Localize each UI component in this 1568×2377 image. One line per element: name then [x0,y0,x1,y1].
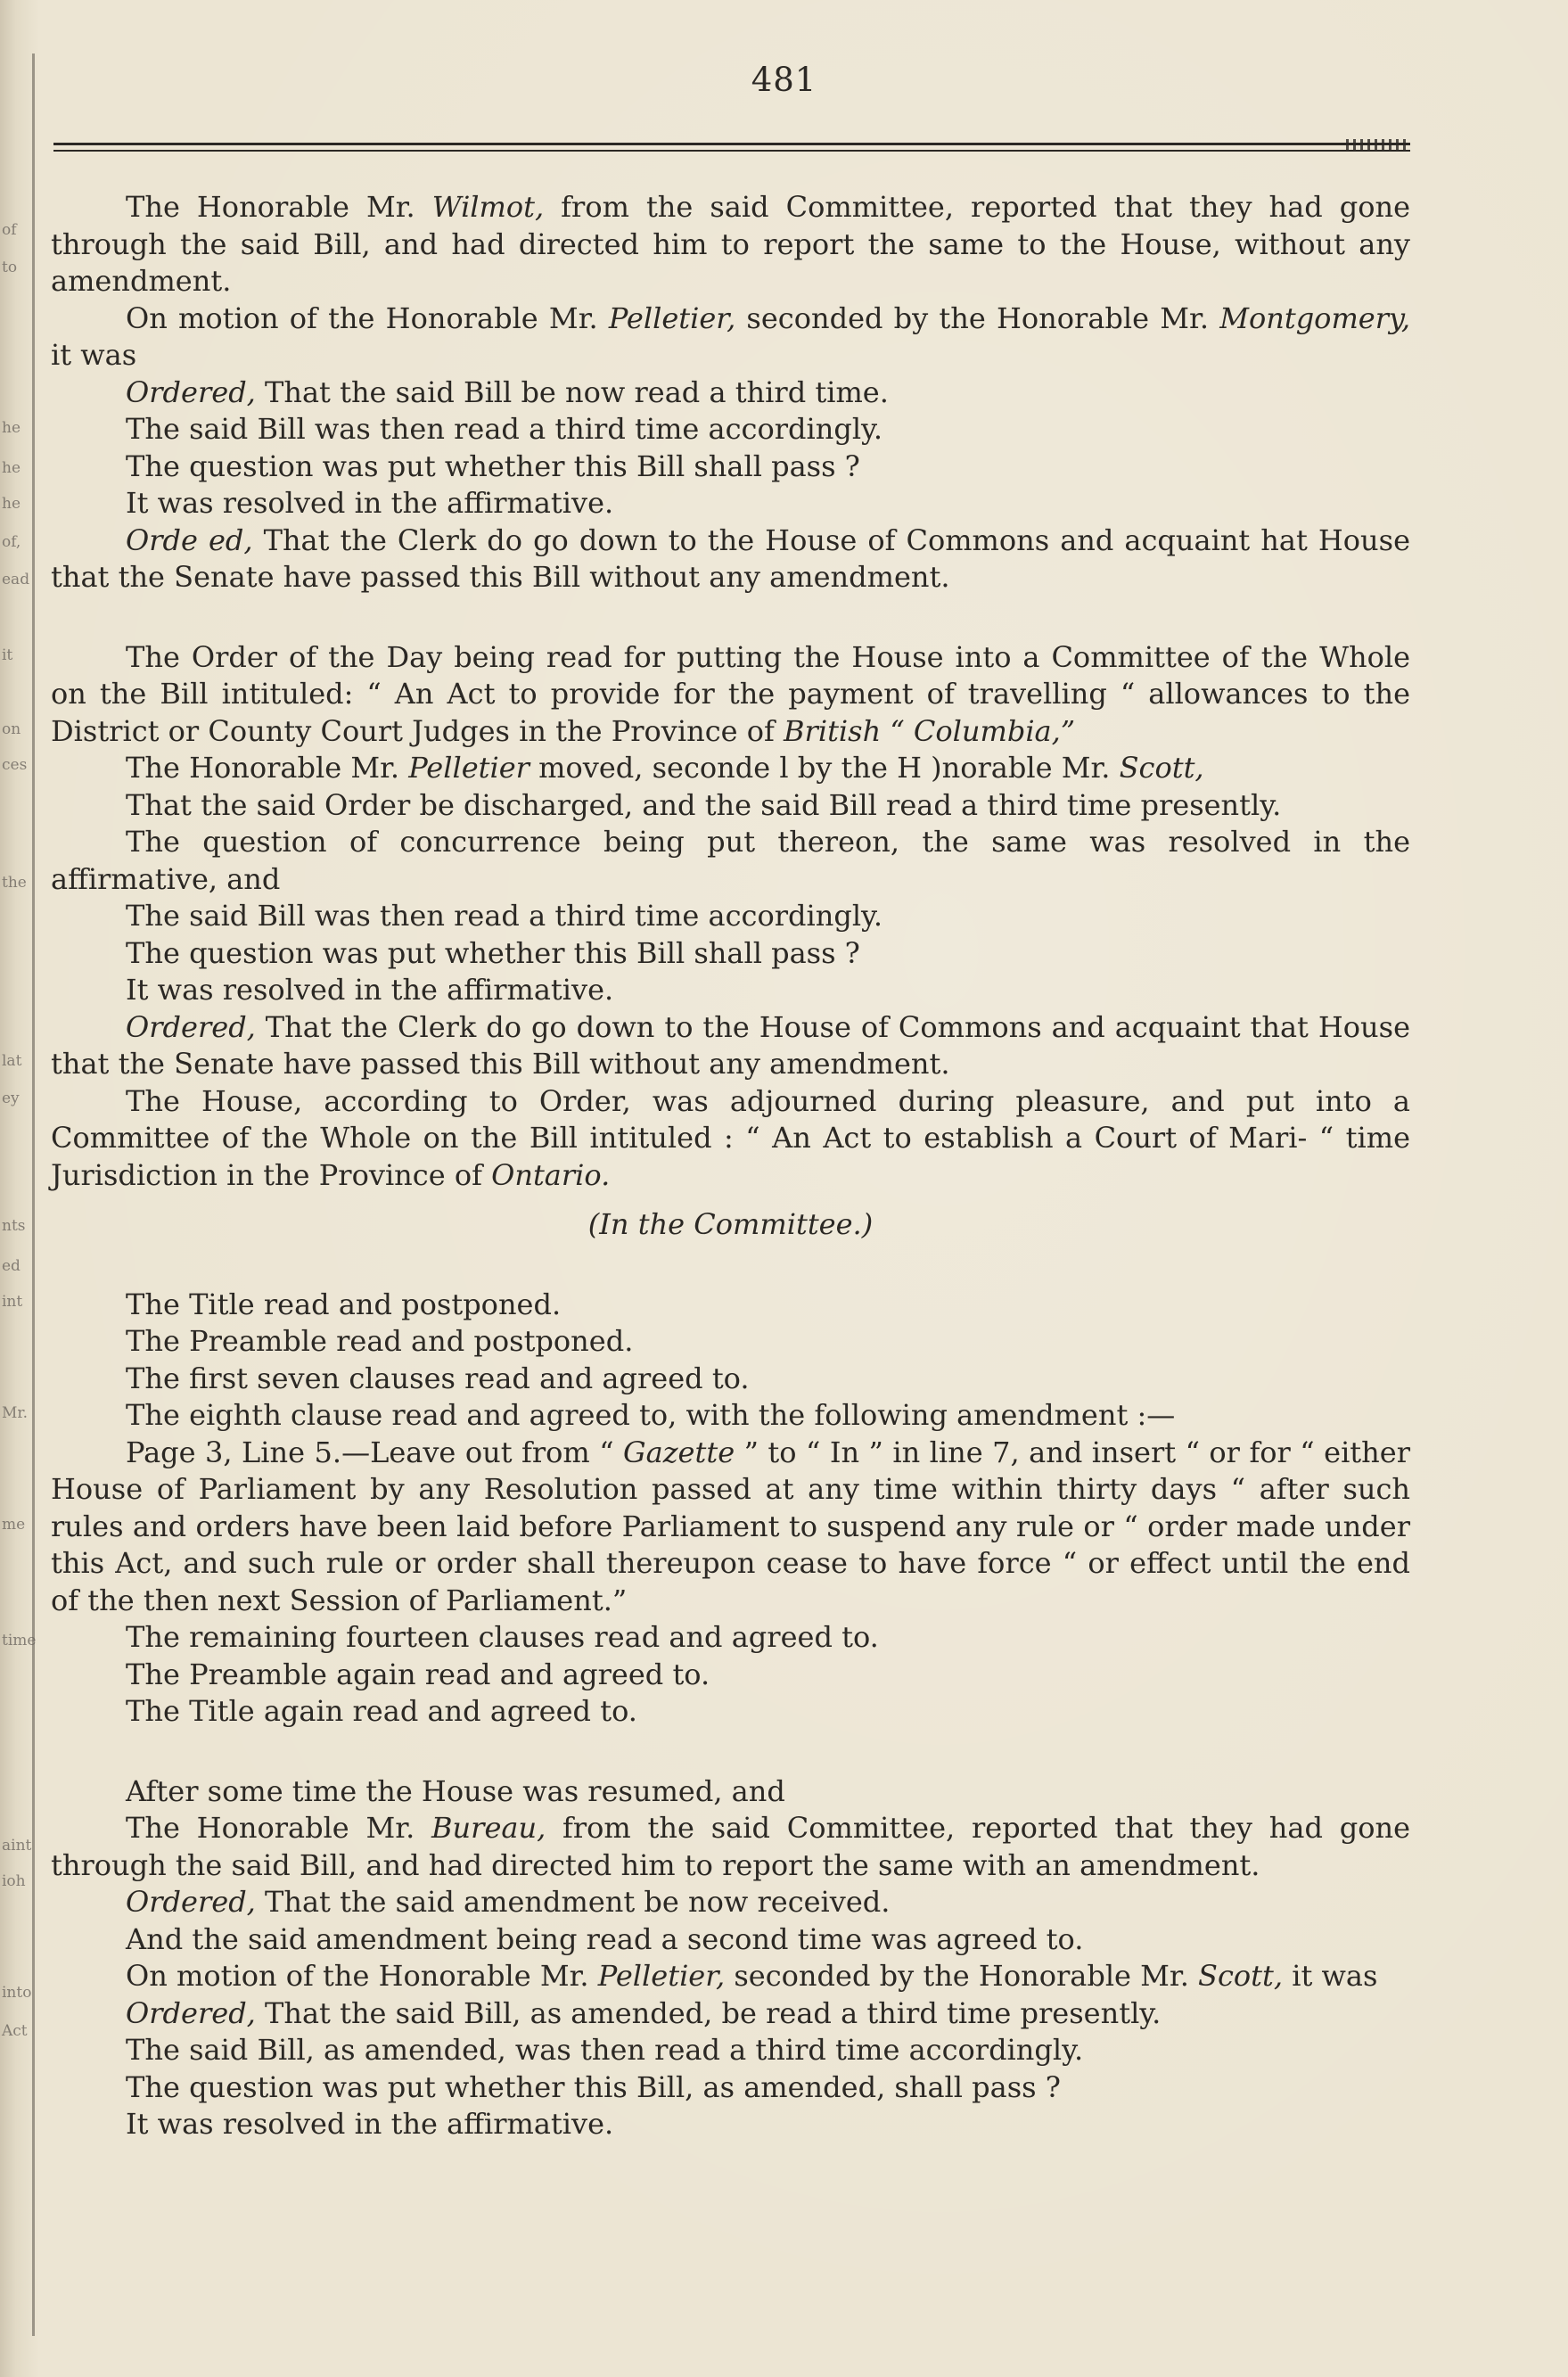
header-rule [53,143,1410,150]
margin-note: he [2,419,21,437]
paragraph: Ordered, That the said Bill be now read a third time. [126,374,889,409]
paragraph: The said Bill was then read a third time accordingly. [126,412,883,446]
margin-note: ey [2,1090,20,1107]
paragraph: On motion of the Honorable Mr. Pelletier, seconded by the Honorable Mr. Scott, it was [126,1959,1378,1993]
paragraph: Ordered, That the said Bill, as amended, be read a third time presently. [126,1995,1162,2030]
margin-note: to [2,259,18,276]
paragraph: The House, according to Order, was adjourned during pleasure, and put into a Committee of the Whole on the Bill intituled : “ An Act to establish a Court of Mari- “ time Jurisdiction in the Province of Ontario. [51,1083,1410,1192]
margin-note: of, [2,533,21,551]
paragraph: The question was put whether this Bill shall pass ? [126,935,860,970]
margin-note: of [2,221,17,239]
section-gap [51,1256,1410,1287]
header-rule-ornament [1346,139,1410,152]
margin-note: he [2,495,21,513]
paragraph: After some time the House was resumed, and [126,1773,785,1808]
section-gap [51,1731,1410,1773]
paragraph: It was resolved in the affirmative. [126,486,614,520]
paragraph: The question was put whether this Bill shall pass ? [126,448,860,483]
paragraph: The Honorable Mr. Bureau, from the said Committee, reported that they had gone through the said Bill, and had directed him to report the same with an amendment. [51,1811,1411,1882]
margin-note: aint [2,1837,32,1855]
margin-note: Mr. [2,1404,29,1422]
paragraph: It was resolved in the affirmative. [126,2107,614,2141]
paragraph: The Honorable Mr. Pelletier moved, seconde l by the H )norable Mr. Scott, [126,751,1204,785]
paragraph: The Title again read and agreed to. [126,1694,637,1728]
paragraph: The Title read and postponed. [126,1287,562,1321]
amendment-paragraph: Page 3, Line 5.—Leave out from “ Gazette ” to “ In ” in line 7, and insert “ or for “ either House of Parliament by any Resolution passed at any time within thirty days “ after such rules and orders have been laid before Parliament to suspend any rule or “ order made under this Act, and such rule or order shall thereupon cease to have force “ or effect until the end of the then next Session of Parliament.” [51,1435,1411,1617]
paragraph: The eighth clause read and agreed to, with the following amendment :— [126,1398,1176,1432]
margin-note: on [2,720,21,738]
paragraph: The said Bill was then read a third time accordingly. [126,899,883,933]
paragraph: Ordered, That the said amendment be now received. [126,1885,891,1919]
paragraph: It was resolved in the affirmative. [126,973,614,1007]
margin-note: the [2,874,27,892]
header-rule-thin [53,150,1410,156]
margin-note: he [2,459,21,477]
margin-note: nts [2,1217,26,1235]
margin-note: int [2,1293,23,1311]
margin-note: ed [2,1257,21,1275]
margin-note: it [2,646,13,664]
paragraph: And the said amendment being read a second time was agreed to. [126,1921,1084,1956]
paragraph: The Preamble again read and agreed to. [126,1657,710,1691]
binding-edge-line [32,53,35,2336]
margin-note: time [2,1632,37,1649]
margin-note: into [2,1984,32,2002]
margin-note: ioh [2,1872,26,1890]
paragraph: On motion of the Honorable Mr. Pelletier, seconded by the Honorable Mr. Montgomery, it was [51,300,1411,372]
margin-note: ces [2,756,28,774]
paragraph: The Honorable Mr. Wilmot, from the said Committee, reported that they had gone through the said Bill, and had directed him to report the same to the House, without any amendment. [51,190,1411,298]
section-gap [51,596,1410,639]
paragraph: The first seven clauses read and agreed to. [126,1361,750,1395]
margin-note: Act [2,2022,28,2040]
journal-text [51,189,1410,2143]
paragraph: The remaining fourteen clauses read and agreed to. [126,1620,879,1654]
committee-heading: (In the Committee.) [587,1207,874,1241]
paragraph: Orde ed, That the Clerk do go down to the House of Commons and acquaint hat House that the Senate have passed this Bill without any amendment. [51,522,1411,594]
margin-note: me [2,1516,26,1534]
left-margin-notes [0,0,37,2377]
page-number: 481 [751,61,817,99]
paragraph: Ordered, That the Clerk do go down to the House of Commons and acquaint that House that the Senate have passed this Bill without any amendment. [51,1009,1410,1081]
paragraph: The question was put whether this Bill, as amended, shall pass ? [126,2069,1061,2104]
margin-note: lat [2,1052,22,1070]
paragraph: The Order of the Day being read for putting the House into a Committee of the Whole on the Bill intituled: “ An Act to provide for the payment of travelling “ allowances to the District or County Court Judges in the Province of British “ Columbia,” [51,639,1410,748]
paragraph: The said Bill, as amended, was then read a third time accordingly. [126,2033,1084,2067]
paragraph: The Preamble read and postponed. [126,1324,634,1358]
margin-note: ead [2,571,30,588]
paragraph: That the said Order be discharged, and the said Bill read a third time presently. [126,787,1282,822]
paragraph: The question of concurrence being put thereon, the same was resolved in the affirmative, and [51,825,1410,896]
